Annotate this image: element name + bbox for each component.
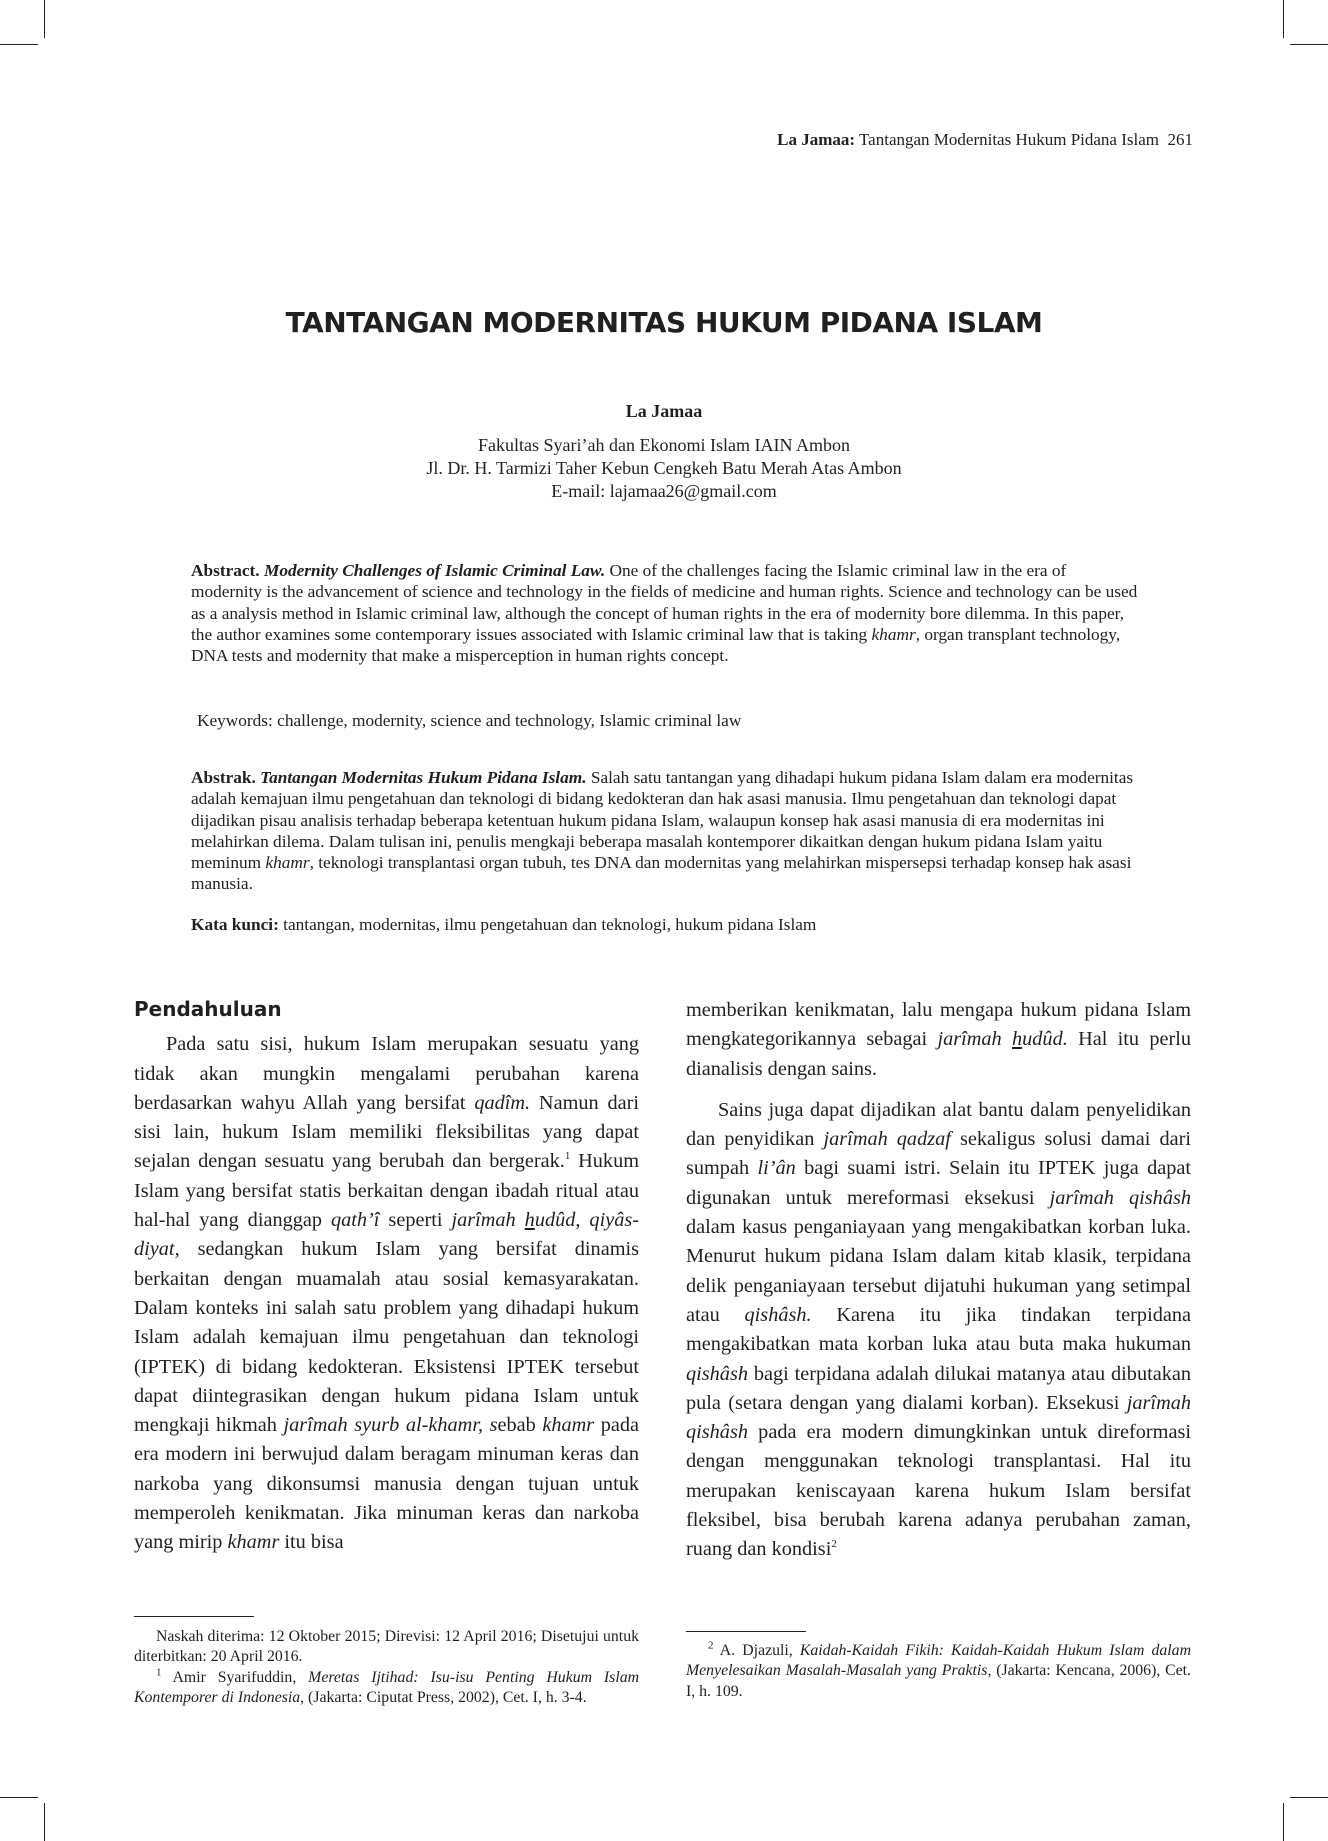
footnotes-right	[686, 1641, 1191, 1702]
abstract-text: Salah satu tantangan yang dihadapi hukum pidana Islam dalam era modernitas adalah kemajuan ilmu pengetahuan dan teknologi di bidang kedokteran dan hak asasi manusia. Ilmu pengetahuan dan teknologi dapat dijadikan pisau analisis terhadap beberapa ketentuan hukum pidana Islam, walaupun konsep hak asasi manusia di era modernitas ini melahirkan dilema. Dalam tulisan ini, penulis mengkaji beberapa masalah kontemporer dikaitkan dengan hukum pidana Islam yaitu meminum	[191, 768, 1134, 873]
footnotes-left	[134, 1627, 639, 1708]
crop-mark	[1283, 1803, 1284, 1841]
abstract-english	[191, 560, 1139, 666]
footnote-rule	[134, 1616, 254, 1617]
running-head	[777, 130, 1193, 150]
keywords-label: Kata kunci:	[191, 915, 279, 934]
crop-mark	[44, 1803, 45, 1841]
author-name: La Jamaa	[625, 401, 703, 421]
footnote-2: $^2$ A. Djazuli, Kaidah-Kaidah Fikih: Kaidah-Kaidah Hukum Islam dalam Menyelesaikan Masalah-Masalah yang Praktis, (Jakarta: Kencana, 2006), Cet. I, h. 109.	[686, 1639, 1192, 1700]
abstract-term: khamr	[871, 624, 916, 644]
crop-mark	[1283, 0, 1284, 38]
abstract-indonesian	[191, 767, 1139, 895]
body-column-left	[134, 995, 639, 1558]
author-email: E-mail: lajamaa26@gmail.com	[551, 481, 777, 501]
abstract-text: , organ transplant technology, DNA tests and modernity that make a misperception in human rights concept.	[191, 624, 1121, 666]
author-address: Jl. Dr. H. Tarmizi Taher Kebun Cengkeh Batu Merah Atas Ambon	[426, 458, 902, 478]
abstract-title: Modernity Challenges of Islamic Criminal Law.	[263, 561, 606, 580]
footnote-rule	[686, 1631, 806, 1632]
received-note: Naskah diterima: 12 Oktober 2015; Direvisi: 12 April 2016; Disetujui untuk diterbitkan: 20 April 2016.	[134, 1628, 639, 1666]
abstract-text: One of the challenges facing the Islamic criminal law in the era of modernity is the advancement of science and technology in the fields of medicine and human rights. Science and technology can be used as a analysis method in Islamic criminal law, although the concept of human rights in the era of modernity bore dilemma. In this paper, the author examines some contemporary issues associated with Islamic criminal law that is taking	[191, 561, 1138, 644]
body-paragraph: Pada satu sisi, hukum Islam merupakan sesuatu yang tidak akan mungkin mengalami perubahan karena berdasarkan wahyu Allah yang bersifat qadîm. Namun dari sisi lain, hukum Islam memiliki fleksibilitas yang dapat sejalan dengan sesuatu yang berubah dan bergerak.$^1$ Hukum Islam yang bersifat statis berkaitan dengan ibadah ritual atau hal-hal yang dianggap qath’î seperti jarîmah hudûd, qiyâs-diyat, sedangkan hukum Islam yang bersifat dinamis berkaitan dengan muamalah atau sosial kemasyarakatan. Dalam konteks ini salah satu problem yang dihadapi hukum Islam adalah kemajuan ilmu pengetahuan dan teknologi (IPTEK) di bidang kedokteran. Eksistensi IPTEK tersebut dapat diintegrasikan dengan hukum pidana Islam untuk mengkaji hikmah jarîmah syurb al-khamr, sebab khamr pada era modern ini berwujud dalam beragam minuman keras dan narkoba yang dikonsumsi manusia dengan tujuan untuk memperoleh kenikmatan. Jika minuman keras dan narkoba yang mirip khamr itu bisa	[134, 1033, 640, 1554]
paper-title: TANTANGAN MODERNITAS HUKUM PIDANA ISLAM	[285, 306, 1043, 339]
abstract-text: , teknologi transplantasi organ tubuh, tes DNA dan modernitas yang melahirkan mispersepsi terhadap konsep hak asasi manusia.	[191, 853, 1132, 894]
footnote-ref[interactable]: 1	[564, 1150, 571, 1163]
section-heading: Pendahuluan	[134, 997, 282, 1021]
crop-mark	[1290, 1797, 1328, 1798]
running-head-journal: La Jamaa:	[777, 130, 856, 149]
author-block	[0, 400, 1328, 503]
body-paragraph: Sains juga dapat dijadikan alat bantu dalam penyelidikan dan penyidikan jarîmah qadzaf sekaligus solusi damai dari sumpah li’ân bagi suami istri. Selain itu IPTEK juga dapat digunakan untuk mereformasi eksekusi jarîmah qishâsh dalam kasus penganiayaan yang mengakibatkan korban luka. Menurut hukum pidana Islam dalam kitab klasik, terpidana delik penganiayaan tersebut dijatuhi hukuman yang setimpal atau qishâsh. Karena itu jika tindakan terpidana mengakibatkan mata korban luka atau buta maka hukuman qishâsh bagi terpidana adalah dilukai matanya atau dibutakan pula (setara dengan yang dialami korban). Eksekusi jarîmah qishâsh pada era modern dimungkinkan untuk direformasi dengan menggunakan teknologi transplantasi. Hal itu merupakan keniscayaan karena hukum Islam bersifat fleksibel, bisa berubah karena adanya perubahan zaman, ruang dan kondisi$^2$	[686, 1098, 1191, 1561]
footnote-1: $^1$ Amir Syarifuddin, Meretas Ijtihad: Isu-isu Penting Hukum Islam Kontemporer di Indonesia, (Jakarta: Ciputat Press, 2002), Cet. I, h. 3-4.	[134, 1666, 640, 1706]
author-affiliation: Fakultas Syari’ah dan Ekonomi Islam IAIN Ambon	[478, 435, 850, 455]
abstract-title: Tantangan Modernitas Hukum Pidana Islam.	[260, 768, 587, 787]
crop-mark	[1290, 44, 1328, 45]
body-paragraph: memberikan kenikmatan, lalu mengapa hukum pidana Islam mengkategorikannya sebagai jarîmah hudûd. Hal itu perlu dianalisis dengan sains.	[686, 999, 1192, 1080]
page-number: 261	[1167, 130, 1193, 149]
crop-mark	[44, 0, 45, 38]
keywords-indonesian	[191, 915, 816, 935]
crop-mark	[0, 44, 38, 45]
body-column-right	[686, 996, 1191, 1565]
keywords-english: Keywords: challenge, modernity, science and technology, Islamic criminal law	[197, 711, 742, 730]
abstract-label: Abstract.	[191, 561, 260, 580]
abstract-term: khamr	[265, 853, 310, 873]
abstract-label: Abstrak.	[191, 768, 256, 787]
keywords-text: tantangan, modernitas, ilmu pengetahuan dan teknologi, hukum pidana Islam	[278, 915, 817, 934]
footnote-ref[interactable]: 2	[831, 1538, 837, 1551]
crop-mark	[0, 1797, 38, 1798]
running-head-title: Tantangan Modernitas Hukum Pidana Islam	[855, 130, 1159, 149]
